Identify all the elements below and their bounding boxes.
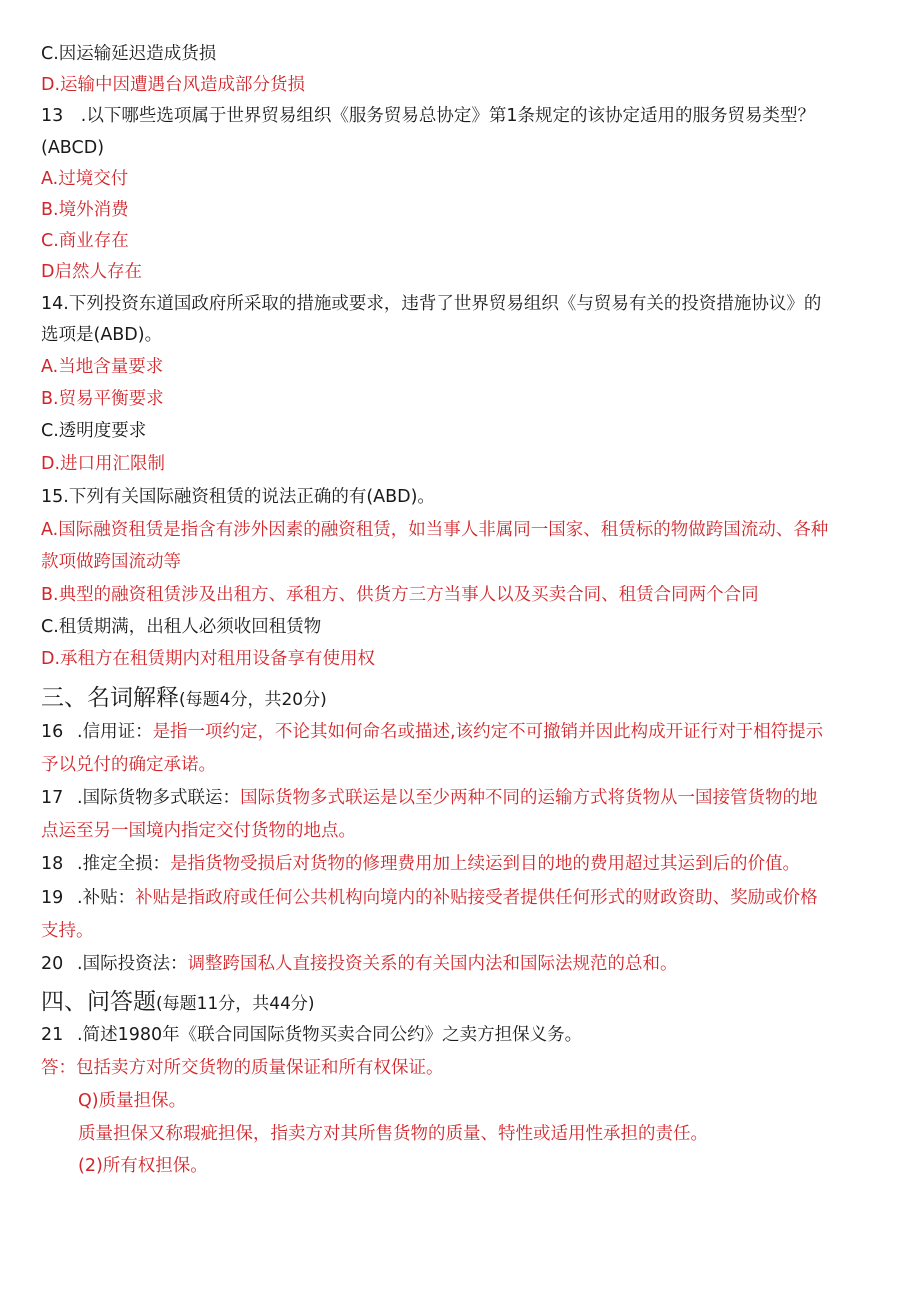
term-number: 18 [41,854,64,874]
section-note: (每题11分，共44分) [156,994,315,1014]
term-definition: 调整跨国私人直接投资关系的有关国内法和国际法规范的总和。 [187,954,678,974]
option-line: C.因运输延迟造成货损 [41,44,217,64]
term-definition-cont: 予以兑付的确定承诺。 [41,755,216,775]
question-13: 13 .以下哪些选项属于世界贸易组织《服务贸易总协定》第1条规定的该协定适用的服务贸易类型？ [41,106,815,126]
term-definition: 是指货物受损后对货物的修理费用加上续运到目的地的费用超过其运到后的价值。 [170,854,801,874]
answer-option-line: D启然人存在 [41,262,142,282]
question-text: .简述1980年《联合同国际货物买卖合同公约》之卖方担保义务。 [77,1025,583,1045]
question-13-answer: (ABCD) [41,138,105,158]
term-number: 19 [41,888,64,908]
answer-option-line: D.承租方在租赁期内对租用设备享有使用权 [41,649,376,669]
question-21 [41,1023,582,1047]
term-17 [41,786,818,810]
term-16 [41,720,823,744]
question-14: 14.下列投资东道国政府所采取的措施或要求，违背了世界贸易组织《与贸易有关的投资措施协议》的 [41,294,822,314]
term-definition: 补贴是指政府或任何公共机构向境内的补贴接受者提供任何形式的财政资助、奖励或价格 [135,888,818,908]
answer-option-line: D.运输中因遭遇台风造成部分货损 [41,75,306,95]
section-heading [41,987,315,1019]
term-definition-cont: 点运至另一国境内指定交付货物的地点。 [41,821,356,841]
term-definition: 是指一项约定，不论其如何命名或描述,该约定不可撤销并因此构成开证行对于相符提示 [152,722,824,742]
option-line: C.透明度要求 [41,421,147,441]
term-20 [41,952,678,976]
answer-line: Q)质量担保。 [78,1091,187,1111]
answer-option-line: B.典型的融资租赁涉及出租方、承租方、供货方三方当事人以及买卖合同、租赁合同两个合同 [41,585,759,605]
section-title: 四、问答题 [41,989,156,1015]
answer-option-line: B.境外消费 [41,200,129,220]
term-18 [41,852,800,876]
answer-line: 质量担保又称瑕疵担保，指卖方对其所售货物的质量、特性或适用性承担的责任。 [78,1124,708,1144]
term-definition: 国际货物多式联运是以至少两种不同的运输方式将货物从一国接管货物的地 [240,788,818,808]
term-label: .补贴： [77,888,136,908]
question-number: 21 [41,1025,64,1045]
answer-option-line: C.商业存在 [41,231,129,251]
question-15: 15.下列有关国际融资租赁的说法正确的有(ABD)。 [41,487,435,507]
section-note: (每题4分，共20分) [179,690,327,710]
answer-option-line: A.当地含量要求 [41,357,164,377]
answer-option-line: A.过境交付 [41,169,129,189]
section-title: 三、名词解释 [41,685,179,711]
question-14-cont: 选项是(ABD)。 [41,325,163,345]
answer-option-line: D.进口用汇限制 [41,454,166,474]
term-label: .国际投资法： [77,954,188,974]
option-line: C.租赁期满，出租人必须收回租赁物 [41,617,322,637]
term-number: 16 [41,722,64,742]
term-number: 20 [41,954,64,974]
answer-line: (2)所有权担保。 [78,1156,208,1176]
term-definition-cont: 支持。 [41,921,94,941]
term-label: .信用证： [77,722,153,742]
answer-line: 答：包括卖方对所交货物的质量保证和所有权保证。 [41,1058,444,1078]
answer-option-line: A.国际融资租赁是指含有涉外因素的融资租赁，如当事人非属同一国家、租赁标的物做跨国流动、各种 [41,520,829,540]
answer-option-line: B.贸易平衡要求 [41,389,164,409]
term-number: 17 [41,788,64,808]
answer-option-line: 款项做跨国流动等 [41,552,181,572]
term-19 [41,886,818,910]
term-label: .推定全损： [77,854,171,874]
term-label: .国际货物多式联运： [77,788,241,808]
section-heading [41,683,327,715]
